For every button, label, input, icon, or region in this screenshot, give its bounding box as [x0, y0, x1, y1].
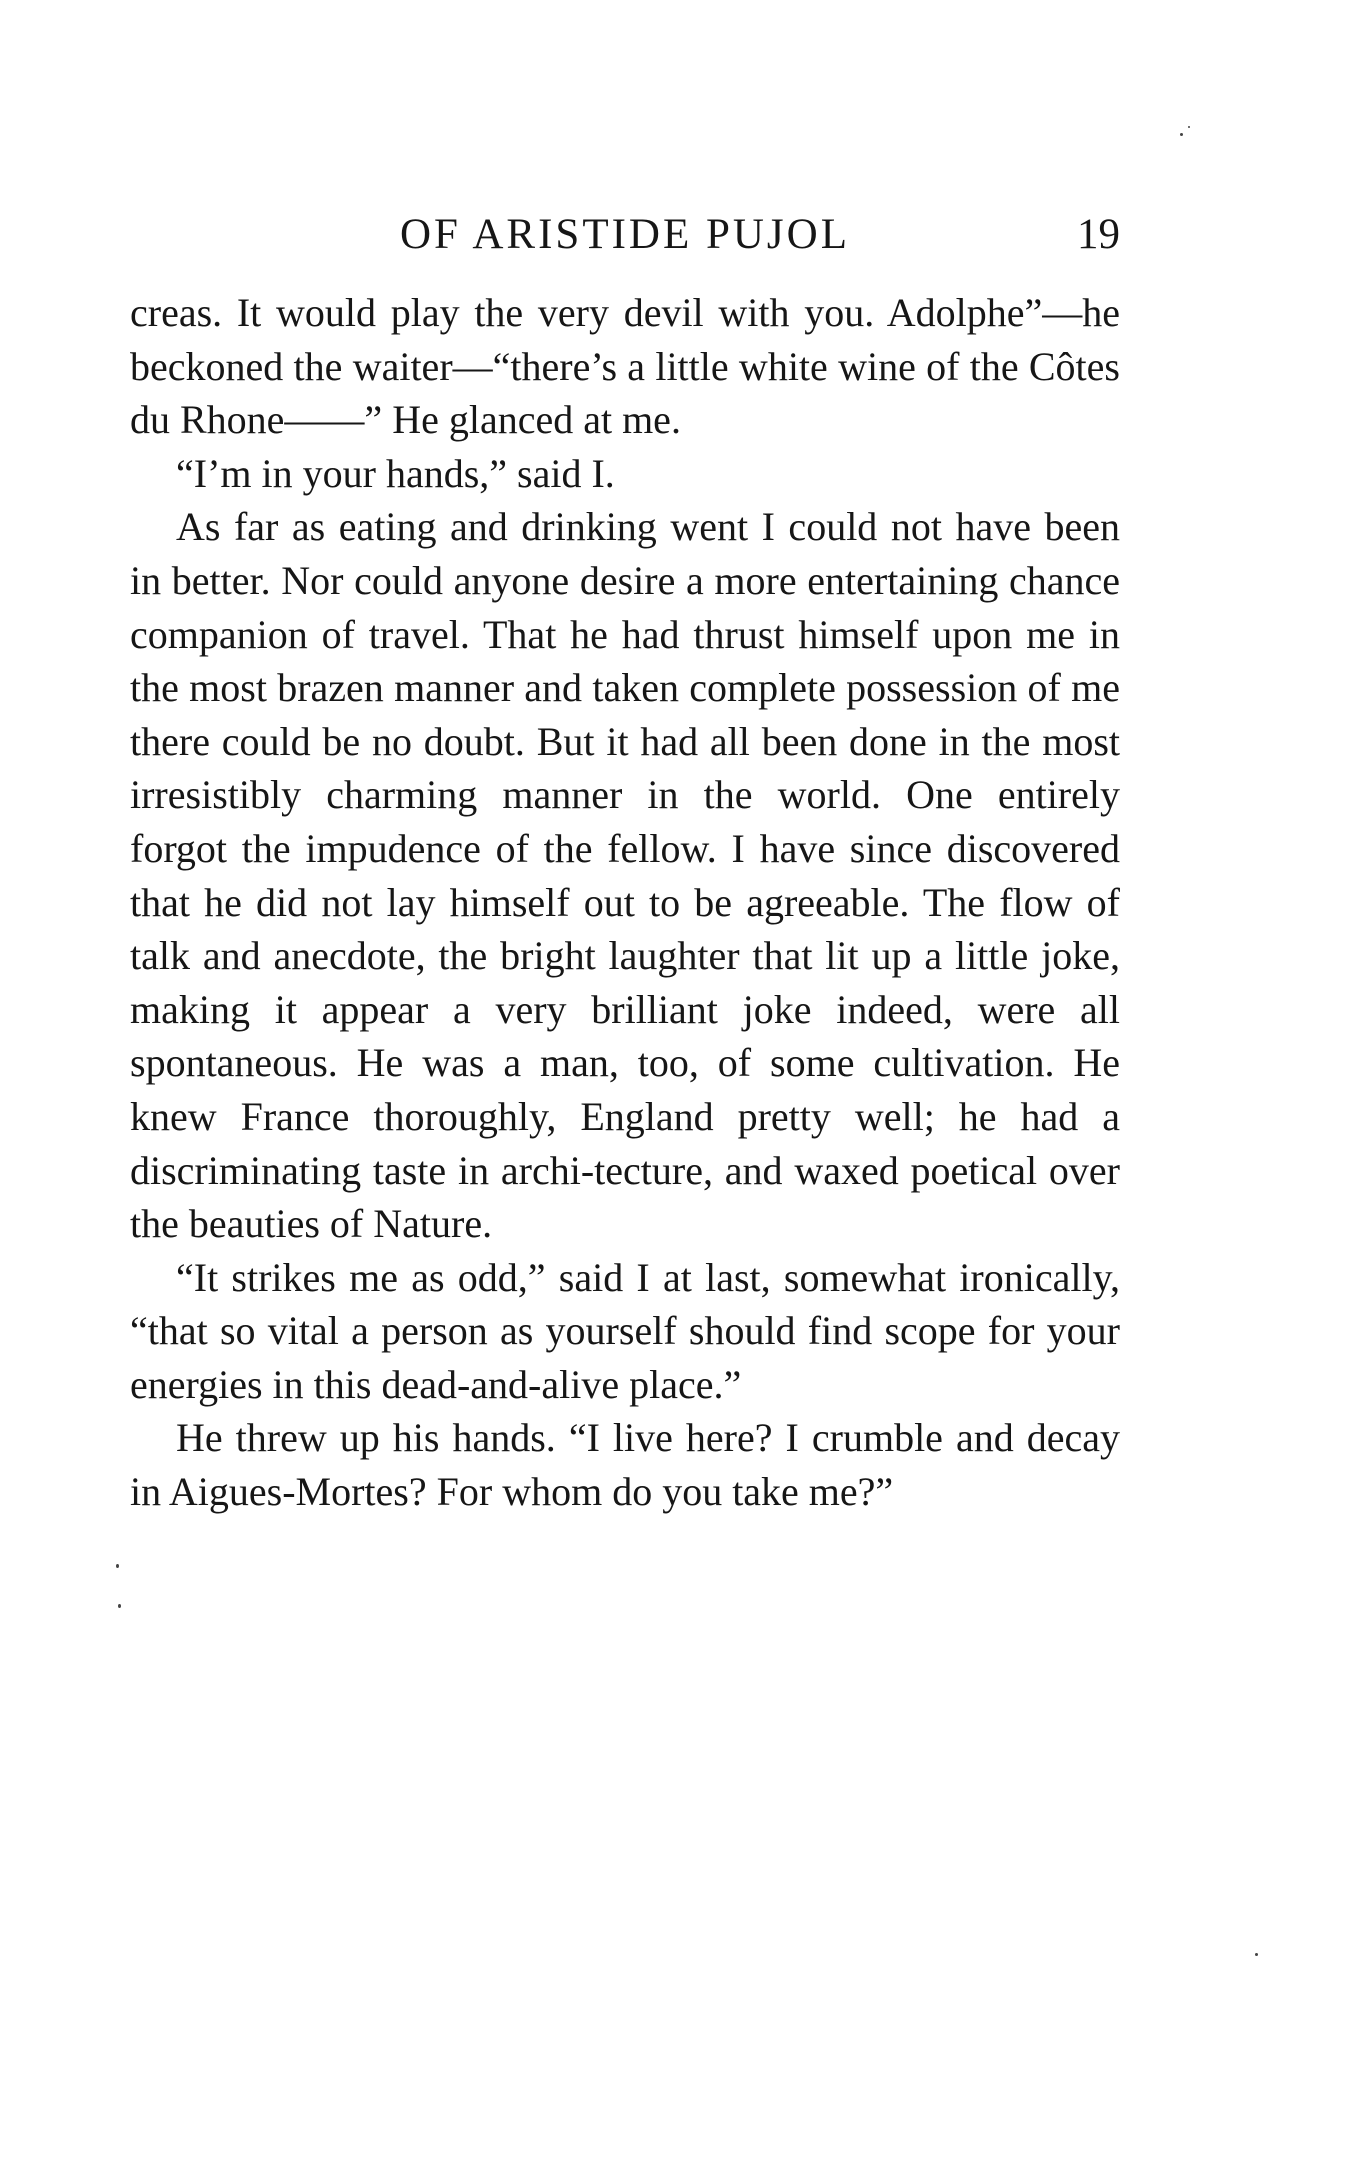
running-title: OF ARISTIDE PUJOL: [400, 211, 850, 258]
paragraph: He threw up his hands. “I live here? I crumble and decay in Aigues-Mortes? For whom do you take me?”: [130, 1415, 1120, 1515]
paragraph: “I’m in your hands,” said I.: [176, 450, 615, 496]
paragraph: As far as eating and drinking went I could not have been in better. Nor could anyone desire a more entertaining chance companion of travel. That he had thrust himself upon me in the most brazen manner and taken complete possession of me there could be no doubt. But it had all been done in the most irresistibly charming manner in the world. One entirely forgot the impudence of the fellow. I have since discovered that he did not lay himself out to be agreeable. The flow of talk and anecdote, the bright laughter that lit up a little joke, making it appear a very brilliant joke indeed, were all spontaneous. He was a man, too, of some cultivation. He knew France thoroughly, England pretty well; he had a discriminating taste in archi-tecture, and waxed poetical over the beauties of Nature.: [130, 504, 1120, 1247]
ink-speck: [1180, 133, 1183, 136]
running-head: [130, 205, 1120, 265]
ink-speck: [1188, 126, 1190, 128]
page-number: 19: [1077, 211, 1120, 258]
ink-speck: [1255, 1953, 1258, 1956]
ink-speck: [118, 1604, 121, 1608]
body-text: [130, 286, 1120, 1519]
paragraph: “It strikes me as odd,” said I at last, somewhat ironically, “that so vital a person as yourself should find scope for your energies in this dead-and-alive place.”: [130, 1254, 1120, 1407]
paragraph: creas. It would play the very devil with you. Adolphe”—he beckoned the waiter—“there’s a little white wine of the Côtes du Rhone——” He glanced at me.: [130, 290, 1120, 443]
ink-speck: [116, 1564, 119, 1568]
